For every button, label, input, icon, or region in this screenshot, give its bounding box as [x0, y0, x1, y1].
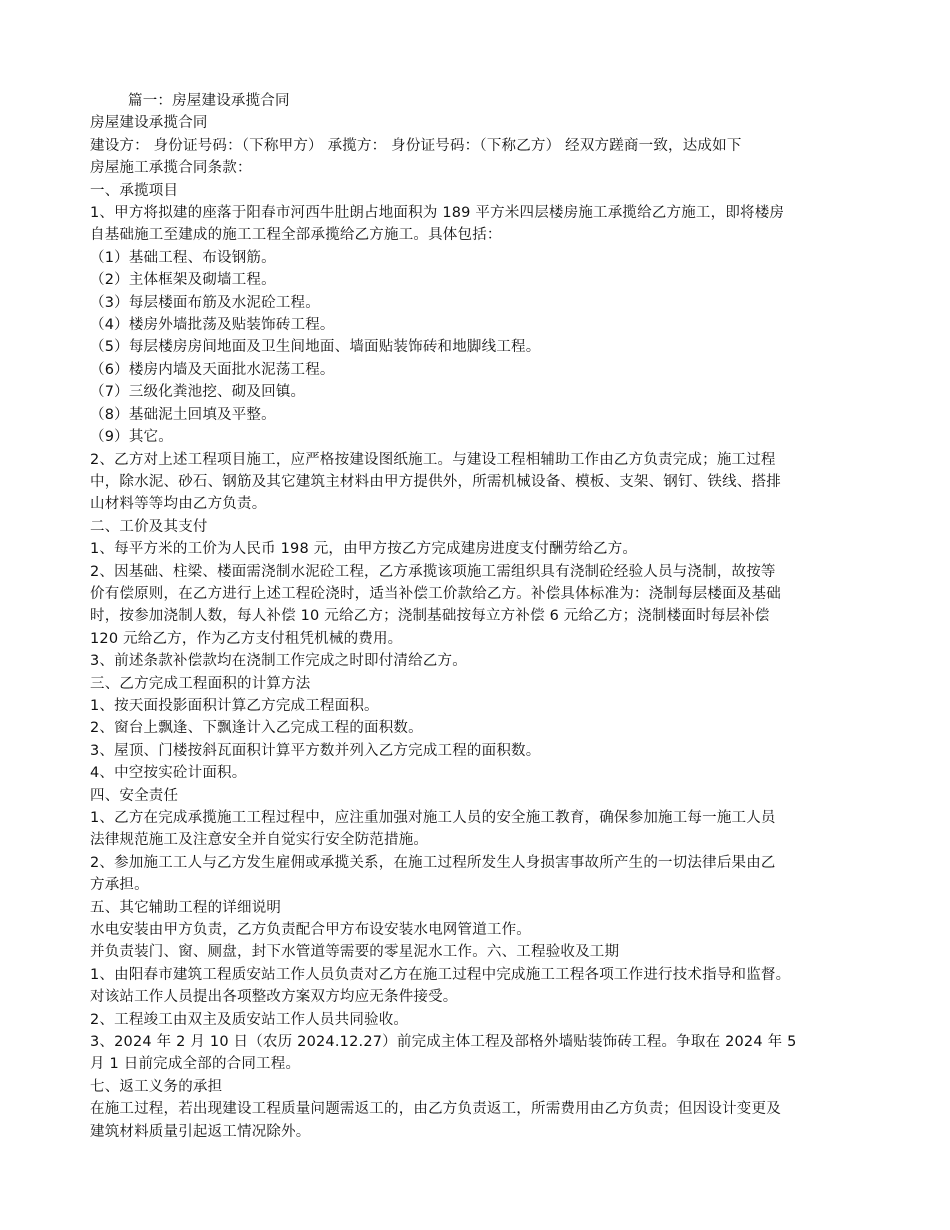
paragraph-line: 法律规范施工及注意安全并自觉实行安全防范措施。 — [90, 832, 429, 849]
paragraph-line: 对该站工作人员提出各项整改方案双方均应无条件接受。 — [90, 989, 458, 1006]
paragraph-line: 并负责装门、窗、厕盘，封下水管道等需要的零星泥水工作。六、工程验收及工期 — [90, 944, 620, 961]
paragraph-line: 1、按天面投影面积计算乙方完成工程面积。 — [90, 697, 379, 714]
section-heading-3: 三、乙方完成工程面积的计算方法 — [90, 675, 311, 692]
section-heading-7: 七、返工义务的承担 — [90, 1078, 223, 1095]
section-heading-2: 二、工价及其支付 — [90, 518, 208, 535]
list-item: （8）基础泥土回填及平整。 — [90, 406, 276, 423]
paragraph-line: 时，按参加浇制人数，每人补偿 10 元给乙方；浇制基础按每立方补偿 6 元给乙方；浇制楼面时每层补偿 — [90, 608, 770, 625]
section-heading-1: 一、承揽项目 — [90, 182, 179, 199]
section-heading-4: 四、安全责任 — [90, 787, 179, 804]
paragraph-line: 2、窗台上飘逢、下飘逢计入乙完成工程的面积数。 — [90, 720, 423, 737]
paragraph-line: 1、甲方将拟建的座落于阳春市河西牛肚朗占地面积为 189 平方米四层楼房施工承揽给乙方施工，即将楼房 — [90, 205, 785, 222]
paragraph-line: 2、因基础、柱梁、楼面需浇制水泥砼工程，乙方承揽该项施工需组织具有浇制砼经验人员与浇制，故按等 — [90, 563, 776, 580]
parties-line-cont: 房屋施工承揽合同条款： — [90, 160, 252, 177]
paragraph-line: 山材料等等均由乙方负责。 — [90, 496, 267, 513]
paragraph-line: 水电安装由甲方负责，乙方负责配合甲方布设安装水电网管道工作。 — [90, 922, 531, 939]
paragraph-line: 1、乙方在完成承揽施工工程过程中，应注重加强对施工人员的安全施工教育，确保参加施工每一施工人员 — [90, 810, 776, 826]
paragraph-line: 2、参加施工工人与乙方发生雇佣或承揽关系，在施工过程所发生人身损害事故所产生的一切法律后果由乙 — [90, 854, 776, 871]
paragraph-line: 1、由阳春市建筑工程质安站工作人员负责对乙方在施工过程中完成施工工程各项工作进行技术指导和监督。 — [90, 966, 791, 983]
paragraph-line: 中，除水泥、砂石、钢筋及其它建筑主材料由甲方提供外，所需机械设备、模板、支架、钢钉、铁线、搭排 — [90, 473, 781, 490]
contract-document — [90, 90, 860, 1143]
list-item: （6）楼房内墙及天面批水泥荡工程。 — [90, 361, 335, 378]
paragraph-line: 3、前述条款补偿款均在浇制工作完成之时即付清给乙方。 — [90, 653, 467, 670]
paragraph-line: 方承担。 — [90, 877, 149, 894]
paragraph-line: 建筑材料质量引起返工情况除外。 — [90, 1123, 311, 1140]
paragraph-line: 月 1 日前完成全部的合同工程。 — [90, 1056, 301, 1073]
paragraph-line: 120 元给乙方，作为乙方支付租凭机械的费用。 — [90, 630, 403, 647]
list-item: （5）每层楼房房间地面及卫生间地面、墙面贴装饰砖和地脚线工程。 — [90, 339, 541, 356]
list-item: （2）主体框架及砌墙工程。 — [90, 272, 276, 289]
paragraph-line: 1、每平方米的工价为人民币 198 元，由甲方按乙方完成建房进度支付酬劳给乙方。 — [90, 541, 638, 558]
paragraph-line: 在施工过程，若出现建设工程质量问题需返工的，由乙方负责返工，所需费用由乙方负责；但因设计变更及 — [90, 1101, 781, 1118]
paragraph-line: 2、工程竣工由双主及质安站工作人员共同验收。 — [90, 1011, 409, 1028]
section-heading-5: 五、其它辅助工程的详细说明 — [90, 899, 282, 916]
parties-line: 建设方： 身份证号码：（下称甲方） 承揽方： 身份证号码：（下称乙方） 经双方蹉商一致，达成如下 — [90, 137, 742, 154]
paragraph-line: 3、2024 年 2 月 10 日（农历 2024.12.27）前完成主体工程及部格外墙贴装饰砖工程。争取在 2024 年 5 — [90, 1034, 797, 1051]
list-item: （1）基础工程、布设钢筋。 — [90, 249, 276, 266]
paragraph-line: 自基础施工至建成的施工工程全部承揽给乙方施工。具体包括： — [90, 227, 502, 244]
paragraph-line: 2、乙方对上述工程项目施工，应严格按建设图纸施工。与建设工程相辅助工作由乙方负责完成；施工过程 — [90, 451, 776, 468]
paragraph-line: 3、屋顶、门楼按斜瓦面积计算平方数并列入乙方完成工程的面积数。 — [90, 742, 541, 759]
list-item: （9）其它。 — [90, 429, 173, 446]
paragraph-line: 4、中空按实砼计面积。 — [90, 765, 247, 782]
article-heading: 篇一：房屋建设承揽合同 — [128, 93, 290, 109]
contract-title: 房屋建设承揽合同 — [90, 115, 208, 132]
list-item: （7）三级化粪池挖、砌及回镇。 — [90, 384, 306, 401]
list-item: （4）楼房外墙批荡及贴装饰砖工程。 — [90, 317, 335, 334]
paragraph-line: 价有偿原则，在乙方进行上述工程砼浇时，适当补偿工价款给乙方。补偿具体标准为：浇制每层楼面及基础 — [90, 585, 781, 602]
list-item: （3）每层楼面布筋及水泥砼工程。 — [90, 294, 320, 311]
